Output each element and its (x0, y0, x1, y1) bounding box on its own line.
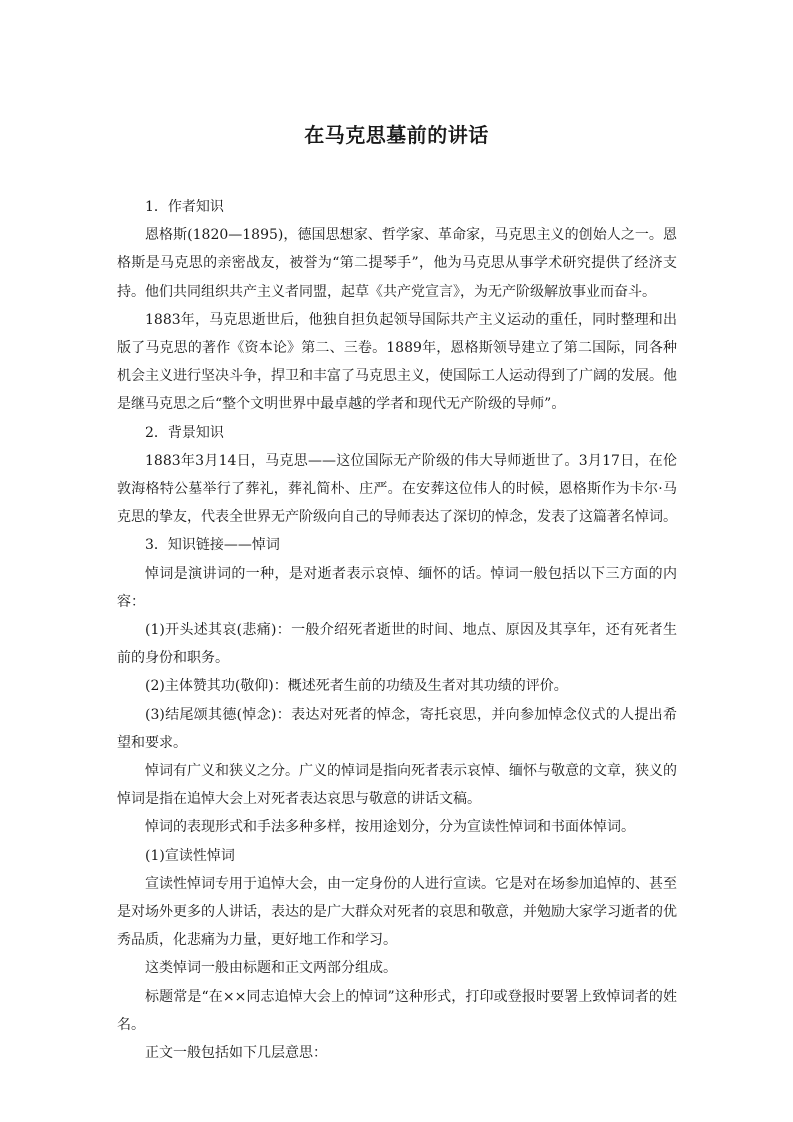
document-body (117, 193, 677, 1067)
paragraph-broad-narrow: 悼词有广义和狭义之分。广义的悼词是指向死者表示哀悼、缅怀与敬意的文章，狭义的悼词是指在追悼大会上对死者表达哀思与敬意的讲话文稿。 (117, 763, 677, 808)
paragraph-engels-after-1883: 1883年，马克思逝世后，他独自担负起领导国际共产主义运动的重任，同时整理和出版了马克思的著作《资本论》第二、三卷。1889年，恩格斯领导建立了第二国际，同各种机会主义进行坚决斗争，捍卫和丰富了马克思主义，使国际工人运动得到了广阔的发展。他是继马克思之后“整个文明世界中最卓越的学者和现代无产阶级的导师”。 (117, 311, 677, 413)
paragraph-body-intro: 正文一般包括如下几层意思： (145, 1045, 327, 1062)
section-heading-eulogy: 3．知识链接——悼词 (145, 537, 280, 554)
paragraph-eulogy-part-1: (1)开头述其哀(悲痛)：一般介绍死者逝世的时间、地点、原因及其享年，还有死者生前的身份和职务。 (117, 622, 677, 667)
section-heading-author: 1．作者知识 (145, 199, 224, 215)
paragraph-eulogy-definition: 悼词是演讲词的一种，是对逝者表示哀悼、缅怀的话。悼词一般包括以下三方面的内容： (117, 565, 677, 610)
paragraph-engels-bio: 恩格斯(1820—1895)，德国思想家、哲学家、革命家，马克思主义的创始人之一。恩格斯是马克思的亲密战友，被誉为“第二提琴手”，他为马克思从事学术研究提供了经济支持。他们共同组织共产主义者同盟，起草《共产党宣言》，为无产阶级解放事业而奋斗。 (117, 227, 677, 300)
document-title: 在马克思墓前的讲话 (304, 123, 489, 147)
section-heading-background: 2．背景知识 (145, 424, 224, 441)
paragraph-title-form: 标题常是“在××同志追悼大会上的悼词”这种形式，打印或登报时要署上致悼词者的姓名。 (117, 988, 677, 1033)
subheading-read-aloud: (1)宣读性悼词 (145, 847, 235, 864)
paragraph-eulogy-part-2: (2)主体赞其功(敬仰)：概述死者生前的功绩及生者对其功绩的评价。 (145, 678, 568, 695)
paragraph-eulogy-part-3: (3)结尾颂其德(悼念)：表达对死者的悼念，寄托哀思，并向参加悼念仪式的人提出希望和要求。 (117, 706, 677, 751)
paragraph-background: 1883年3月14日，马克思——这位国际无产阶级的伟大导师逝世了。3月17日，在伦敦海格特公墓举行了葬礼，葬礼简朴、庄严。在安葬这位伟人的时候，恩格斯作为卡尔·马克思的挚友，代表全世界无产阶级向自己的导师表达了深切的悼念，发表了这篇著名悼词。 (117, 452, 677, 526)
paragraph-read-aloud: 宣读性悼词专用于追悼大会，由一定身份的人进行宣读。它是对在场参加追悼的、甚至是对场外更多的人讲话，表达的是广大群众对死者的哀思和敬意，并勉励大家学习逝者的优秀品质，化悲痛为力量，更好地工作和学习。 (117, 875, 677, 949)
paragraph-structure: 这类悼词一般由标题和正文两部分组成。 (145, 960, 397, 977)
paragraph-forms: 悼词的表现形式和手法多种多样，按用途划分，分为宣读性悼词和书面体悼词。 (145, 819, 635, 836)
